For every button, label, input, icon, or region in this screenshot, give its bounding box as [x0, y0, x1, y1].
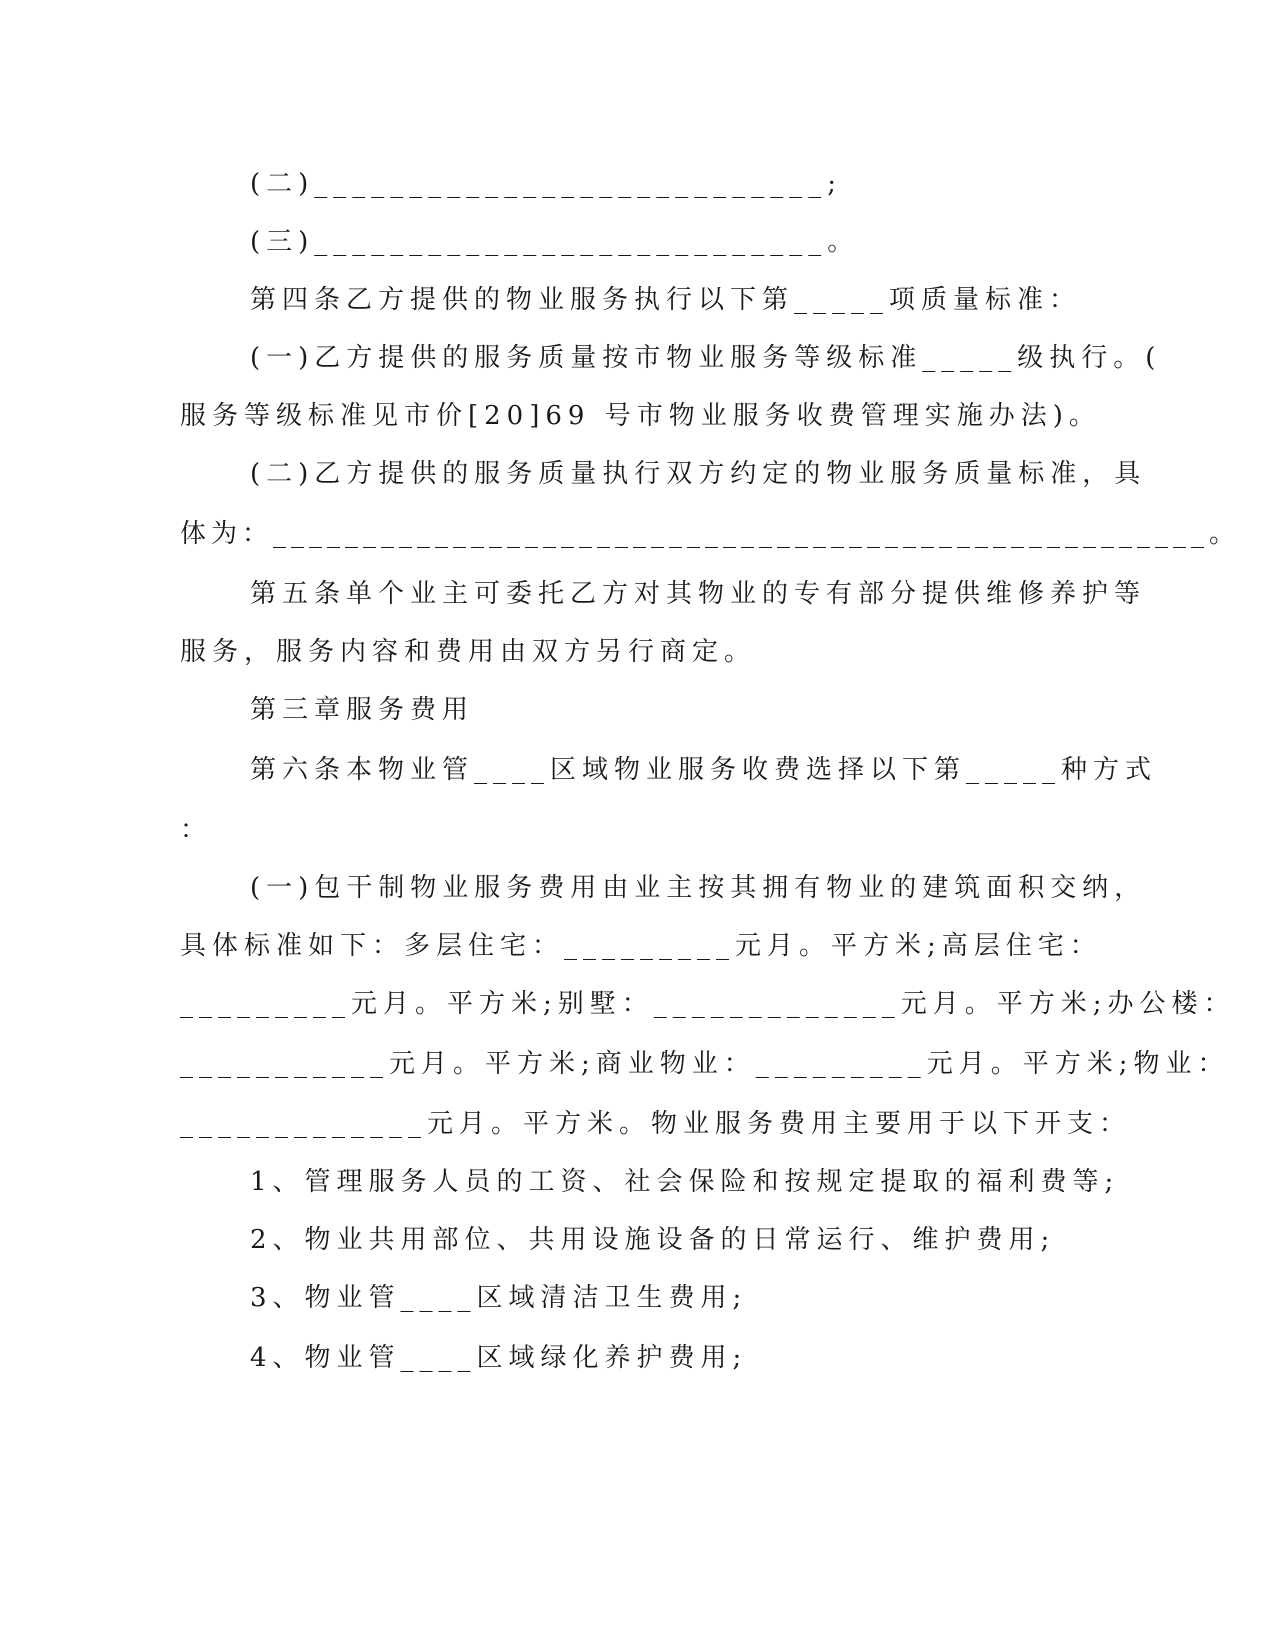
section-heading: 第三章服务费用 — [250, 695, 475, 725]
text-line: 服务，服务内容和费用由双方另行商定。 — [180, 637, 757, 667]
list-item: 2、物业共用部位、共用设施设备的日常运行、维护费用; — [250, 1225, 1056, 1255]
text-line: 体为：____________________________________________________。 — [180, 519, 1241, 549]
text-line: _________元月。平方米;别墅：_____________元月。平方米;办公楼： — [180, 989, 1236, 1019]
text-line: (二)___________________________; — [250, 169, 843, 199]
text-line: _____________元月。平方米。物业服务费用主要用于以下开支： — [180, 1109, 1132, 1139]
text-line: (一)乙方提供的服务质量按市物业服务等级标准_____级执行。( — [250, 343, 1162, 373]
text-line: 具体标准如下：多层住宅：_________元月。平方米;高层住宅： — [180, 931, 1102, 961]
text-line: (一)包干制物业服务费用由业主按其拥有物业的建筑面积交纳， — [250, 873, 1147, 903]
text-line: ___________元月。平方米;商业物业：_________元月。平方米;物业： — [180, 1049, 1230, 1079]
list-item: 1、管理服务人员的工资、社会保险和按规定提取的福利费等; — [250, 1167, 1120, 1197]
text-line: 服务等级标准见市价[20]69 号市物业服务收费管理实施办法)。 — [180, 401, 1101, 431]
text-line: (二)乙方提供的服务质量执行双方约定的物业服务质量标准，具 — [250, 459, 1147, 489]
list-item: 3、物业管____区域清洁卫生费用; — [250, 1283, 748, 1313]
text-line: 第五条单个业主可委托乙方对其物业的专有部分提供维修养护等 — [250, 579, 1147, 609]
list-item: 4、物业管____区域绿化养护费用; — [250, 1343, 748, 1373]
text-line: ： — [180, 815, 213, 845]
text-line: 第四条乙方提供的物业服务执行以下第_____项质量标准： — [250, 285, 1082, 315]
text-line: 第六条本物业管____区域物业服务收费选择以下第_____种方式 — [250, 755, 1158, 785]
text-line: (三)___________________________。 — [250, 227, 860, 257]
